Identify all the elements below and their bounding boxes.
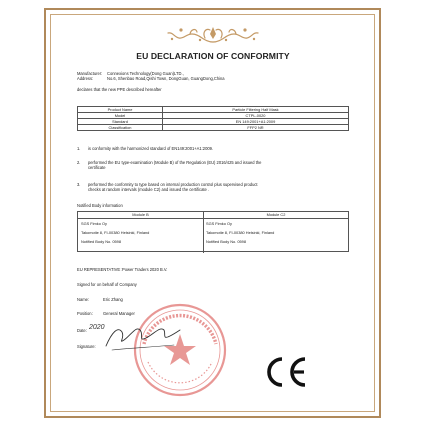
notified-body-table	[77, 211, 349, 252]
standard-label: Standard	[78, 119, 163, 125]
ornament-icon	[160, 24, 266, 46]
manufacturer-label: Manufacturer:	[77, 71, 103, 76]
date-value: 2020	[89, 324, 105, 331]
position-label: Position:	[77, 311, 93, 316]
module-b-header: Module B	[78, 212, 203, 219]
document-title: EU DECLARATION OF CONFORMITY	[136, 51, 290, 61]
notified-body-heading: Notified Body information	[77, 203, 123, 208]
address-value: No.6, Shenbao Road,Qishi Town, DongGuan, GuangDong,China	[107, 76, 225, 81]
signature-icon	[102, 318, 182, 354]
module-c2-header: Module C2	[203, 212, 349, 219]
statement-1-number: 1.	[77, 146, 81, 151]
statement-3-number: 3.	[77, 182, 81, 187]
model-label: Model	[78, 113, 163, 119]
module-b-body-name: SGS Fimko Oy	[81, 221, 107, 226]
statement-1-text: is conformity with the harmonized standard of EN149:2001+A1:2009.	[88, 146, 214, 151]
statement-2-line-2: certificate	[88, 165, 106, 170]
name-label: Name:	[77, 297, 90, 302]
eu-representative-value: Power Traders 2020 B.V.	[122, 267, 168, 272]
classification-label: Classification	[78, 125, 163, 131]
model-value: CTPL-0020	[163, 113, 349, 119]
manufacturer-value: Connexions Technology(Dong Guan)LTD.,	[107, 71, 184, 76]
product-name-label: Product Name	[78, 107, 163, 113]
module-c2-body-name: SGS Fimko Oy	[206, 221, 232, 226]
intro-text: declares that the new PPE described hereafter	[77, 87, 162, 92]
module-b-body-number: Notified Body No. 0598	[81, 239, 122, 244]
product-name-value: Particle Filtering Half Mask	[163, 107, 349, 113]
table-row	[78, 125, 349, 131]
statement-2-number: 2.	[77, 160, 81, 165]
signed-for-text: Signed for on behalf of Company	[77, 282, 137, 287]
standard-value: EN 149:2001+A1:2009	[163, 119, 349, 125]
position-value: General Manager	[103, 311, 135, 316]
module-c2-body-address: Takomotie 8, FI-00380 Helsinki, Finland	[206, 230, 275, 235]
eu-representative-label: EU REPRESENTATIVE：	[77, 267, 125, 272]
statement-3-line-1: performed the conformity to type based on internal production control plus supervised product	[88, 182, 258, 187]
statement-2-line-1: performed the EU type-examination (Module B) of the Regulation (EU) 2016/425 and issued the	[88, 160, 262, 165]
date-label: Date:	[77, 328, 87, 333]
product-table	[77, 106, 349, 131]
signature-label: Signature:	[77, 344, 96, 349]
address-label: Address:	[77, 76, 94, 81]
name-value: Eric Zhang	[103, 297, 123, 302]
statement-3-line-2: checks at random intervals (module C2) and issued the certificate .	[88, 187, 210, 192]
module-c2-body-number: Notified Body No. 0598	[206, 239, 247, 244]
module-b-body-address: Takomotie 8, FI-00380 Helsinki, Finland	[81, 230, 150, 235]
ce-mark-icon	[262, 355, 310, 389]
classification-value: FFP2 NR	[163, 125, 349, 131]
column-divider	[203, 212, 204, 253]
